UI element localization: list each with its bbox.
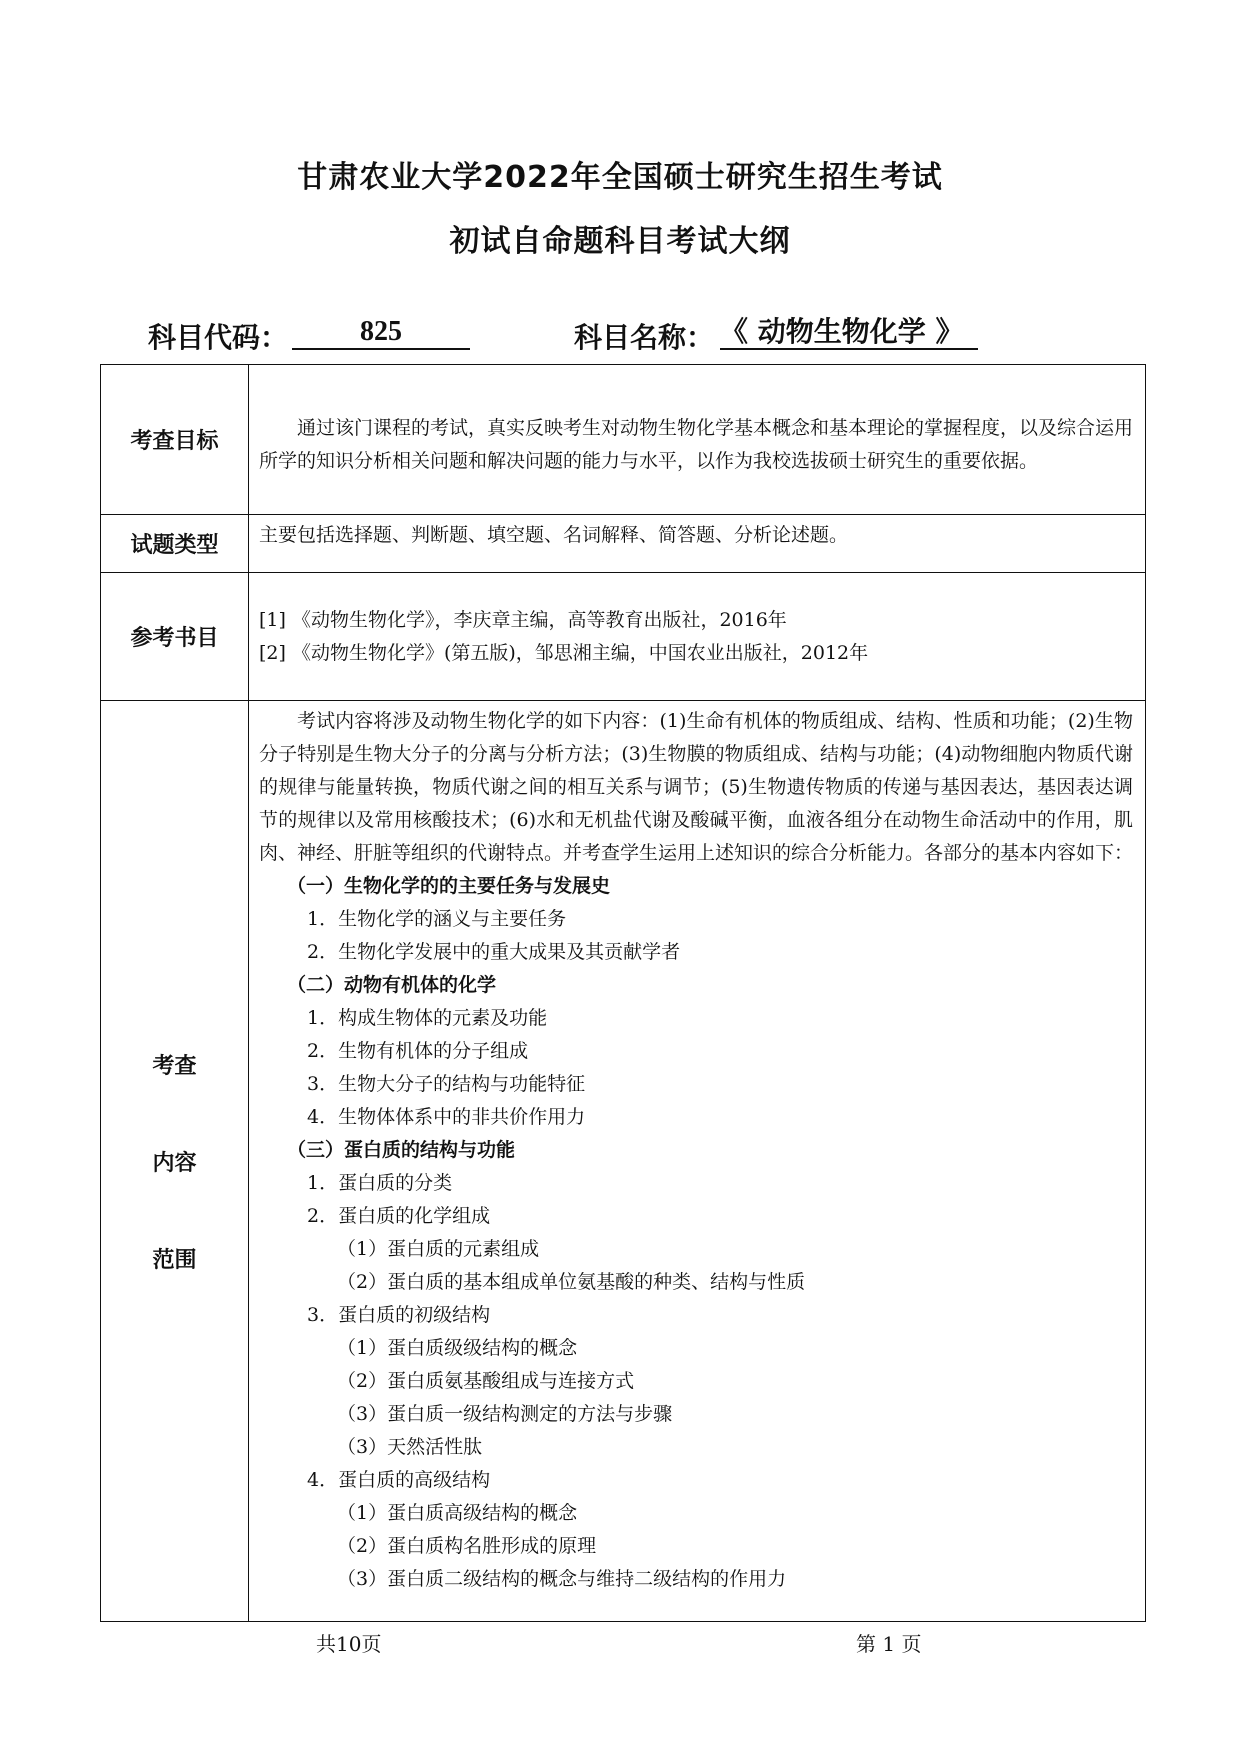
scope-label-line: 内容	[152, 1150, 197, 1176]
subject-code-value: 825	[292, 316, 470, 350]
outline-item: 2．生物化学发展中的重大成果及其贡献学者	[307, 941, 681, 963]
document-subtitle: 初试自命题科目考试大纲	[449, 224, 791, 259]
types-text: 主要包括选择题、判断题、填空题、名词解释、简答题、分析论述题。	[259, 524, 849, 546]
outline-subitem: （2）蛋白质构名胜形成的原理	[337, 1535, 597, 1557]
books-row	[101, 573, 1146, 701]
subject-name-label: 科目名称：	[574, 321, 715, 354]
outline-subitem: （1）蛋白质高级结构的概念	[337, 1502, 578, 1524]
outline-item: 3．蛋白质的初级结构	[307, 1304, 491, 1326]
outline-item: 1．蛋白质的分类	[307, 1172, 453, 1194]
subject-name-value: 《 动物生物化学 》	[720, 316, 978, 350]
section-heading: （三）蛋白质的结构与功能	[287, 1139, 516, 1161]
types-label: 试题类型	[101, 515, 249, 573]
book-item: [1] 《动物生物化学》，李庆章主编，高等教育出版社，2016年	[259, 608, 787, 631]
document-title: 甘肃农业大学2022年全国硕士研究生招生考试	[297, 160, 943, 195]
outline-item: 4．蛋白质的高级结构	[307, 1469, 491, 1491]
book-item: [2] 《动物生物化学》(第五版)，邹思湘主编，中国农业出版社，2012年	[259, 641, 869, 664]
outline-subitem: （2）蛋白质氨基酸组成与连接方式	[337, 1370, 635, 1392]
outline-subitem: （2）蛋白质的基本组成单位氨基酸的种类、结构与性质	[337, 1271, 806, 1293]
outline-item: 3．生物大分子的结构与功能特征	[307, 1073, 586, 1095]
scope-outline	[259, 870, 1133, 1596]
books-label: 参考书目	[101, 573, 249, 701]
section-heading: （一）生物化学的的主要任务与发展史	[287, 875, 611, 897]
syllabus-table	[100, 364, 1146, 1622]
goal-row	[101, 365, 1146, 515]
page-number: 第 1 页	[856, 1632, 922, 1656]
types-cell	[249, 515, 1146, 573]
outline-item: 2．蛋白质的化学组成	[307, 1205, 491, 1227]
section-heading: （二）动物有机体的化学	[287, 974, 497, 996]
page-total: 共10页	[316, 1632, 382, 1656]
goal-text: 通过该门课程的考试，真实反映考生对动物生物化学基本概念和基本理论的掌握程度，以及综合运用所学的知识分析相关问题和解决问题的能力与水平，以作为我校选拔硕士研究生的重要依据。	[259, 416, 1134, 472]
types-row	[101, 515, 1146, 573]
outline-item: 1．构成生物体的元素及功能	[307, 1007, 548, 1029]
goal-cell	[249, 365, 1146, 515]
outline-item: 4．生物体体系中的非共价作用力	[307, 1106, 586, 1128]
scope-label	[101, 701, 249, 1622]
outline-subitem: （3）蛋白质二级结构的概念与维持二级结构的作用力	[337, 1568, 787, 1590]
outline-subitem: （3）天然活性肽	[337, 1436, 483, 1458]
outline-subitem: （3）蛋白质一级结构测定的方法与步骤	[337, 1403, 673, 1425]
outline-item: 2．生物有机体的分子组成	[307, 1040, 529, 1062]
subject-code-label: 科目代码：	[148, 321, 289, 354]
outline-item: 1．生物化学的涵义与主要任务	[307, 908, 567, 930]
goal-label: 考查目标	[101, 365, 249, 515]
scope-cell	[249, 701, 1146, 1622]
scope-label-line: 考查	[152, 1053, 197, 1079]
outline-subitem: （1）蛋白质的元素组成	[337, 1238, 540, 1260]
scope-row	[101, 701, 1146, 1622]
outline-subitem: （1）蛋白质级级结构的概念	[337, 1337, 578, 1359]
books-cell	[249, 573, 1146, 701]
scope-intro: 考试内容将涉及动物生物化学的如下内容：(1)生命有机体的物质组成、结构、性质和功能；(2)生物分子特别是生物大分子的分离与分析方法；(3)生物膜的物质组成、结构与功能；(4)动物细胞内物质代谢的规律与能量转换，物质代谢之间的相互关系与调节；(5)生物遗传物质的传递与基因表达，基因表达调节的规律以及常用核酸技术；(6)水和无机盐代谢及酸碱平衡，血液各组分在动物生命活动中的作用，肌肉、神经、肝脏等组织的代谢特点。并考查学生运用上述知识的综合分析能力。各部分的基本内容如下：	[259, 710, 1134, 864]
scope-label-line: 范围	[152, 1247, 197, 1273]
